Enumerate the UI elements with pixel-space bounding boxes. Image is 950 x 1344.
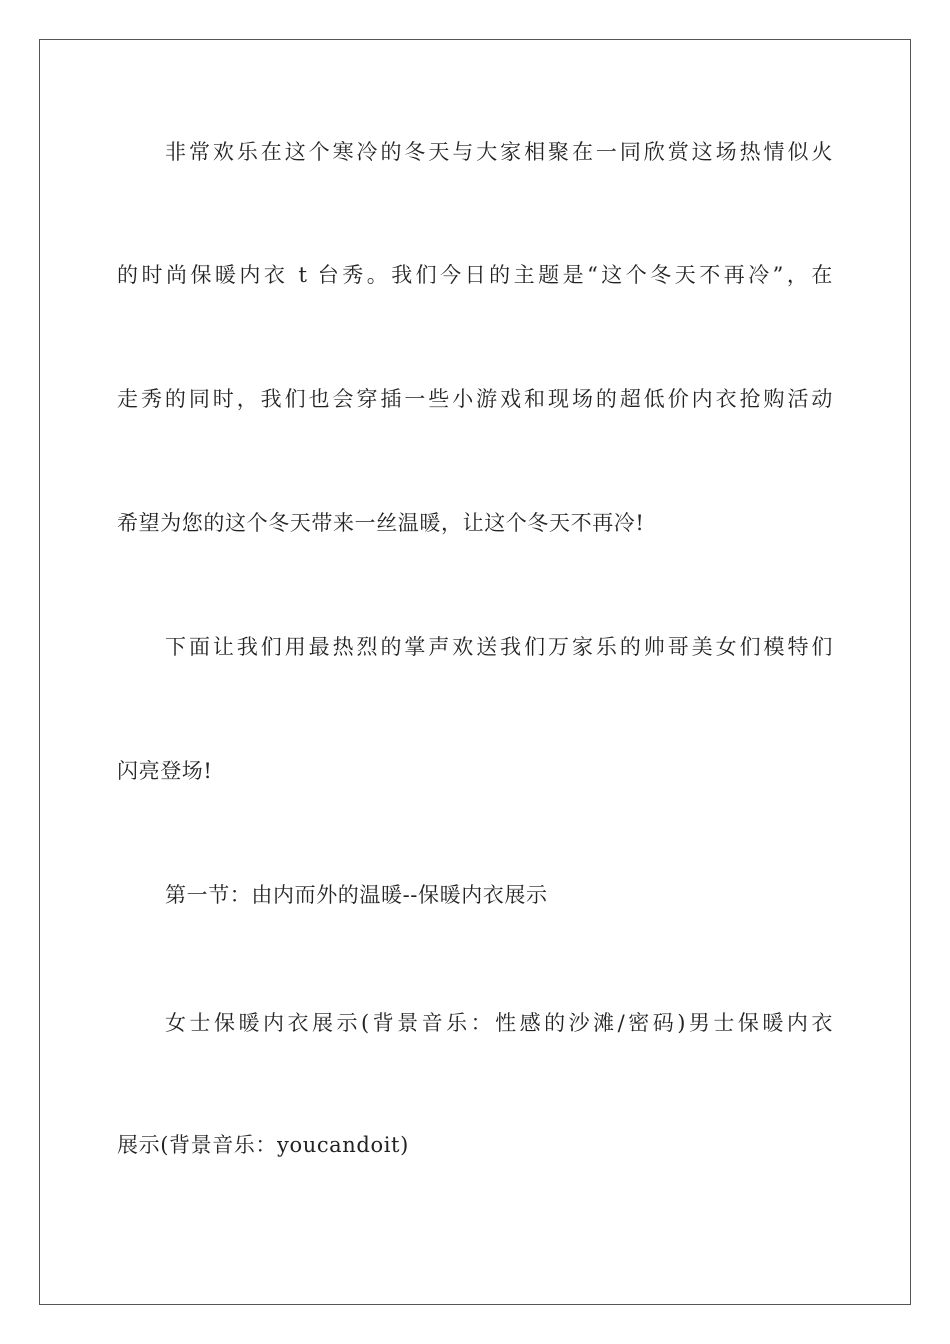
paragraph-1-line-4: 希望为您的这个冬天带来一丝温暖，让这个冬天不再冷! <box>117 511 645 535</box>
page-border <box>39 39 911 1305</box>
paragraph-2-line-2: 闪亮登场! <box>117 759 213 783</box>
paragraph-1-line-3: 走秀的同时，我们也会穿插一些小游戏和现场的超低价内衣抢购活动 <box>117 387 833 411</box>
section-heading: 第一节：由内而外的温暖--保暖内衣展示 <box>165 883 548 907</box>
paragraph-3-line-2: 展示(背景音乐：youcandoit) <box>117 1133 409 1157</box>
paragraph-1-line-1: 非常欢乐在这个寒冷的冬天与大家相聚在一同欣赏这场热情似火 <box>165 140 833 164</box>
paragraph-1-line-2: 的时尚保暖内衣 t 台秀。我们今日的主题是“这个冬天不再冷”，在 <box>117 263 833 287</box>
paragraph-2-line-1: 下面让我们用最热烈的掌声欢送我们万家乐的帅哥美女们模特们 <box>165 635 833 659</box>
paragraph-3-line-1: 女士保暖内衣展示(背景音乐：性感的沙滩/密码)男士保暖内衣 <box>165 1011 833 1035</box>
